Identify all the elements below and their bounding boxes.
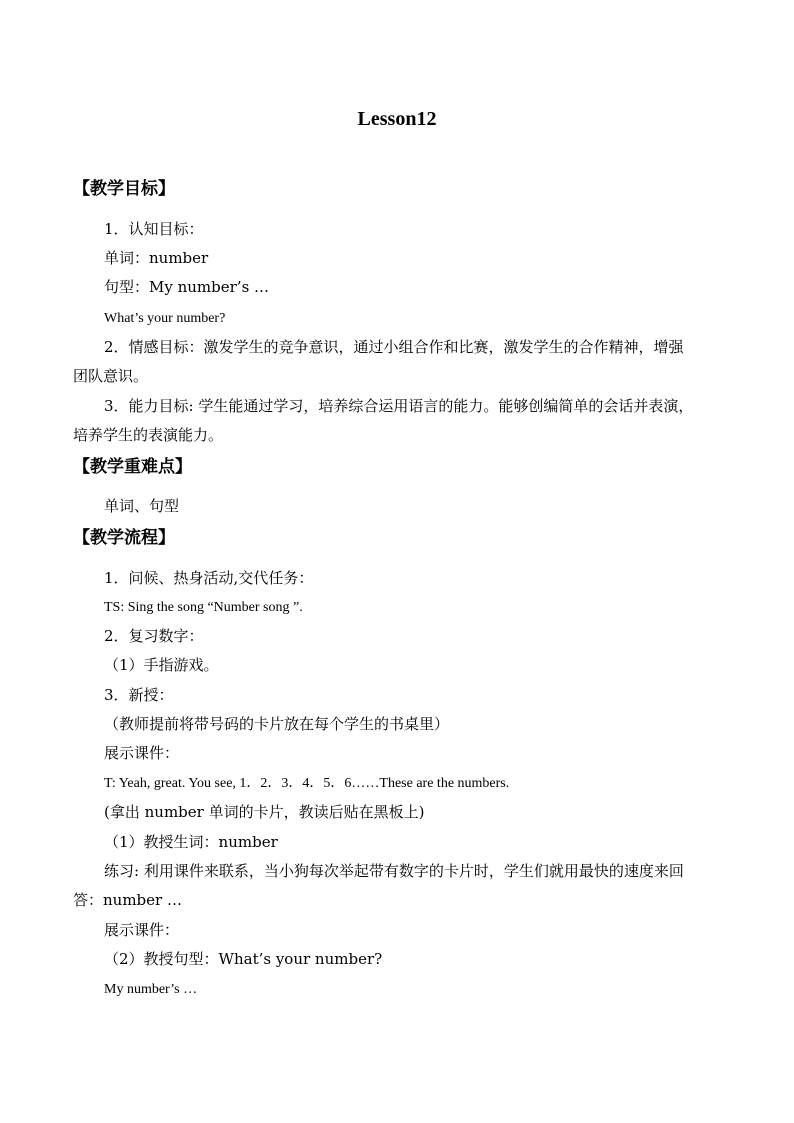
section-heading-key-points: 【教学重难点】: [73, 457, 192, 477]
process-line-1: 1．问候、热身活动,交代任务：: [104, 569, 314, 587]
process-line-11: 练习: 利用课件来联系，当小狗每次举起带有数字的卡片时，学生们就用最快的速度来回: [104, 862, 684, 880]
process-line-10: （1）教授生词：number: [104, 833, 278, 851]
objective-line-4: What’s your number?: [104, 311, 226, 326]
process-line-14: （2）教授句型：What’s your number?: [104, 950, 383, 968]
section-heading-process: 【教学流程】: [73, 528, 175, 548]
process-line-6: （教师提前将带号码的卡片放在每个学生的书桌里）: [104, 715, 450, 733]
objective-line-1: 1．认知目标：: [104, 220, 204, 238]
process-line-2: TS: Sing the song “Number song ”.: [104, 600, 303, 615]
process-line-12: 答：number …: [73, 891, 182, 909]
process-line-7: 展示课件：: [104, 744, 180, 762]
objective-line-6: 团队意识。: [73, 367, 149, 385]
process-line-15: My number’s …: [104, 982, 198, 997]
document-title: Lesson12: [357, 108, 437, 130]
process-line-3: 2．复习数字：: [104, 627, 204, 645]
process-line-9: (拿出 number 单词的卡片，教读后贴在黑板上): [104, 803, 425, 821]
process-line-8: T: Yeah, great. You see, 1．2．3．4．5．6……These are the numbers.: [104, 776, 510, 791]
objective-line-2: 单词：number: [104, 249, 209, 267]
key-points-line-1: 单词、句型: [104, 497, 180, 515]
objective-line-5: 2．情感目标：激发学生的竞争意识，通过小组合作和比赛，激发学生的合作精神，增强: [104, 338, 684, 356]
section-heading-objectives: 【教学目标】: [73, 179, 175, 199]
objective-line-7: 3．能力目标: 学生能通过学习，培养综合运用语言的能力。能够创编简单的会话并表演，: [104, 397, 694, 415]
process-line-13: 展示课件：: [104, 921, 180, 939]
process-line-4: （1）手指游戏。: [104, 656, 219, 674]
objective-line-3: 句型：My number’s …: [104, 278, 270, 296]
process-line-5: 3．新授：: [104, 686, 174, 704]
objective-line-8: 培养学生的表演能力。: [73, 426, 224, 444]
